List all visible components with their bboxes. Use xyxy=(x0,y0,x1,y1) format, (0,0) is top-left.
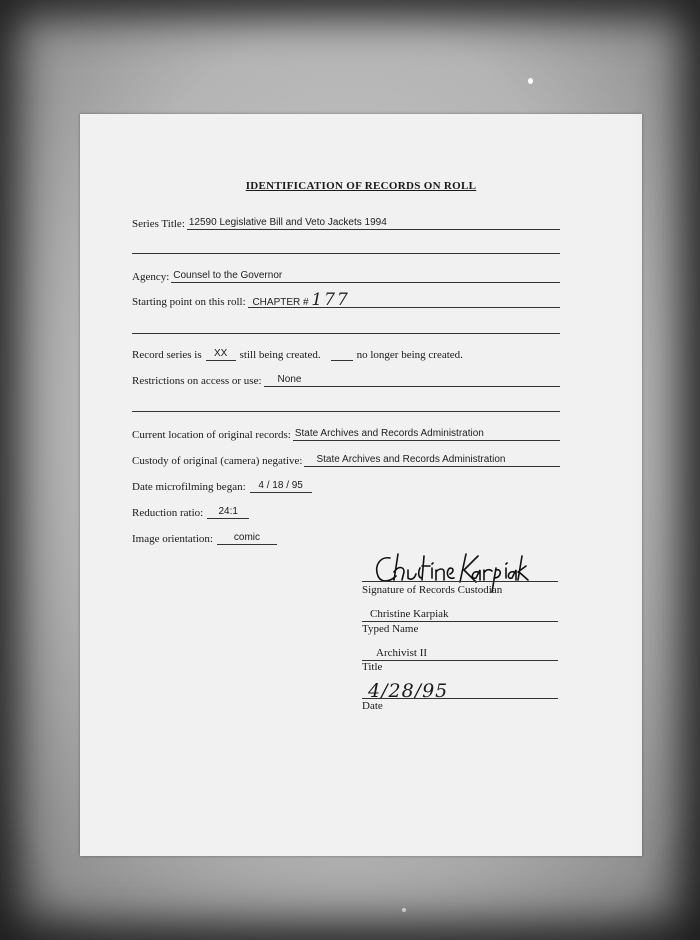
record-series-label: Record series is xyxy=(132,349,202,361)
document-title: IDENTIFICATION OF RECORDS ON ROLL xyxy=(245,180,477,192)
date-line xyxy=(362,698,558,699)
series-title-value: 12590 Legislative Bill and Veto Jackets 1994 xyxy=(187,216,560,230)
reduction-value: 24:1 xyxy=(207,505,249,519)
starting-point-field xyxy=(248,290,560,310)
date-began-value: 4 / 18 / 95 xyxy=(250,479,312,493)
document-page xyxy=(80,114,642,856)
starting-point-continuation-line xyxy=(132,333,560,334)
current-location-label: Current location of original records: xyxy=(132,429,291,441)
title-line xyxy=(362,660,558,661)
orientation-row xyxy=(132,531,560,545)
date-label: Date xyxy=(362,700,383,712)
starting-point-label: Starting point on this roll: xyxy=(132,296,246,308)
reduction-row xyxy=(132,505,560,519)
orientation-label: Image orientation: xyxy=(132,533,213,545)
orientation-value: comic xyxy=(217,531,277,545)
starting-point-handwritten: 177 xyxy=(311,290,350,310)
custody-row xyxy=(132,453,560,467)
series-title-continuation-line xyxy=(132,253,560,254)
typed-name-value: Christine Karpiak xyxy=(370,608,449,620)
film-speck xyxy=(528,78,533,84)
no-longer-mark xyxy=(331,347,353,361)
handwritten-date: 4/28/95 xyxy=(368,680,449,702)
restrictions-continuation-line xyxy=(132,411,560,412)
no-longer-text: no longer being created. xyxy=(356,349,463,361)
agency-row xyxy=(132,269,560,283)
agency-value: Counsel to the Governor xyxy=(171,269,560,283)
signature-label: Signature of Records Custodian xyxy=(362,584,503,596)
still-created-mark: XX xyxy=(206,347,236,361)
series-title-label: Series Title: xyxy=(132,218,185,230)
restrictions-value: None xyxy=(264,373,560,387)
starting-point-row xyxy=(132,290,560,310)
current-location-row xyxy=(132,427,560,441)
title-label: Title xyxy=(362,661,383,673)
date-began-row xyxy=(132,479,560,493)
agency-label: Agency: xyxy=(132,271,170,283)
still-created-text: still being created. xyxy=(239,349,321,361)
current-location-value: State Archives and Records Administration xyxy=(293,427,560,441)
restrictions-row xyxy=(132,373,560,387)
film-speck xyxy=(402,908,406,912)
custody-label: Custody of original (camera) negative: xyxy=(132,455,303,467)
signature-line xyxy=(362,581,558,582)
reduction-label: Reduction ratio: xyxy=(132,507,204,519)
typed-name-line xyxy=(362,621,558,622)
restrictions-label: Restrictions on access or use: xyxy=(132,375,262,387)
custody-value: State Archives and Records Administration xyxy=(304,453,560,467)
record-series-row xyxy=(132,347,560,361)
typed-name-label: Typed Name xyxy=(362,623,419,635)
title-value: Archivist II xyxy=(376,647,428,659)
series-title-row xyxy=(132,216,560,230)
starting-point-value: CHAPTER # xyxy=(252,297,309,308)
date-began-label: Date microfilming began: xyxy=(132,481,246,493)
